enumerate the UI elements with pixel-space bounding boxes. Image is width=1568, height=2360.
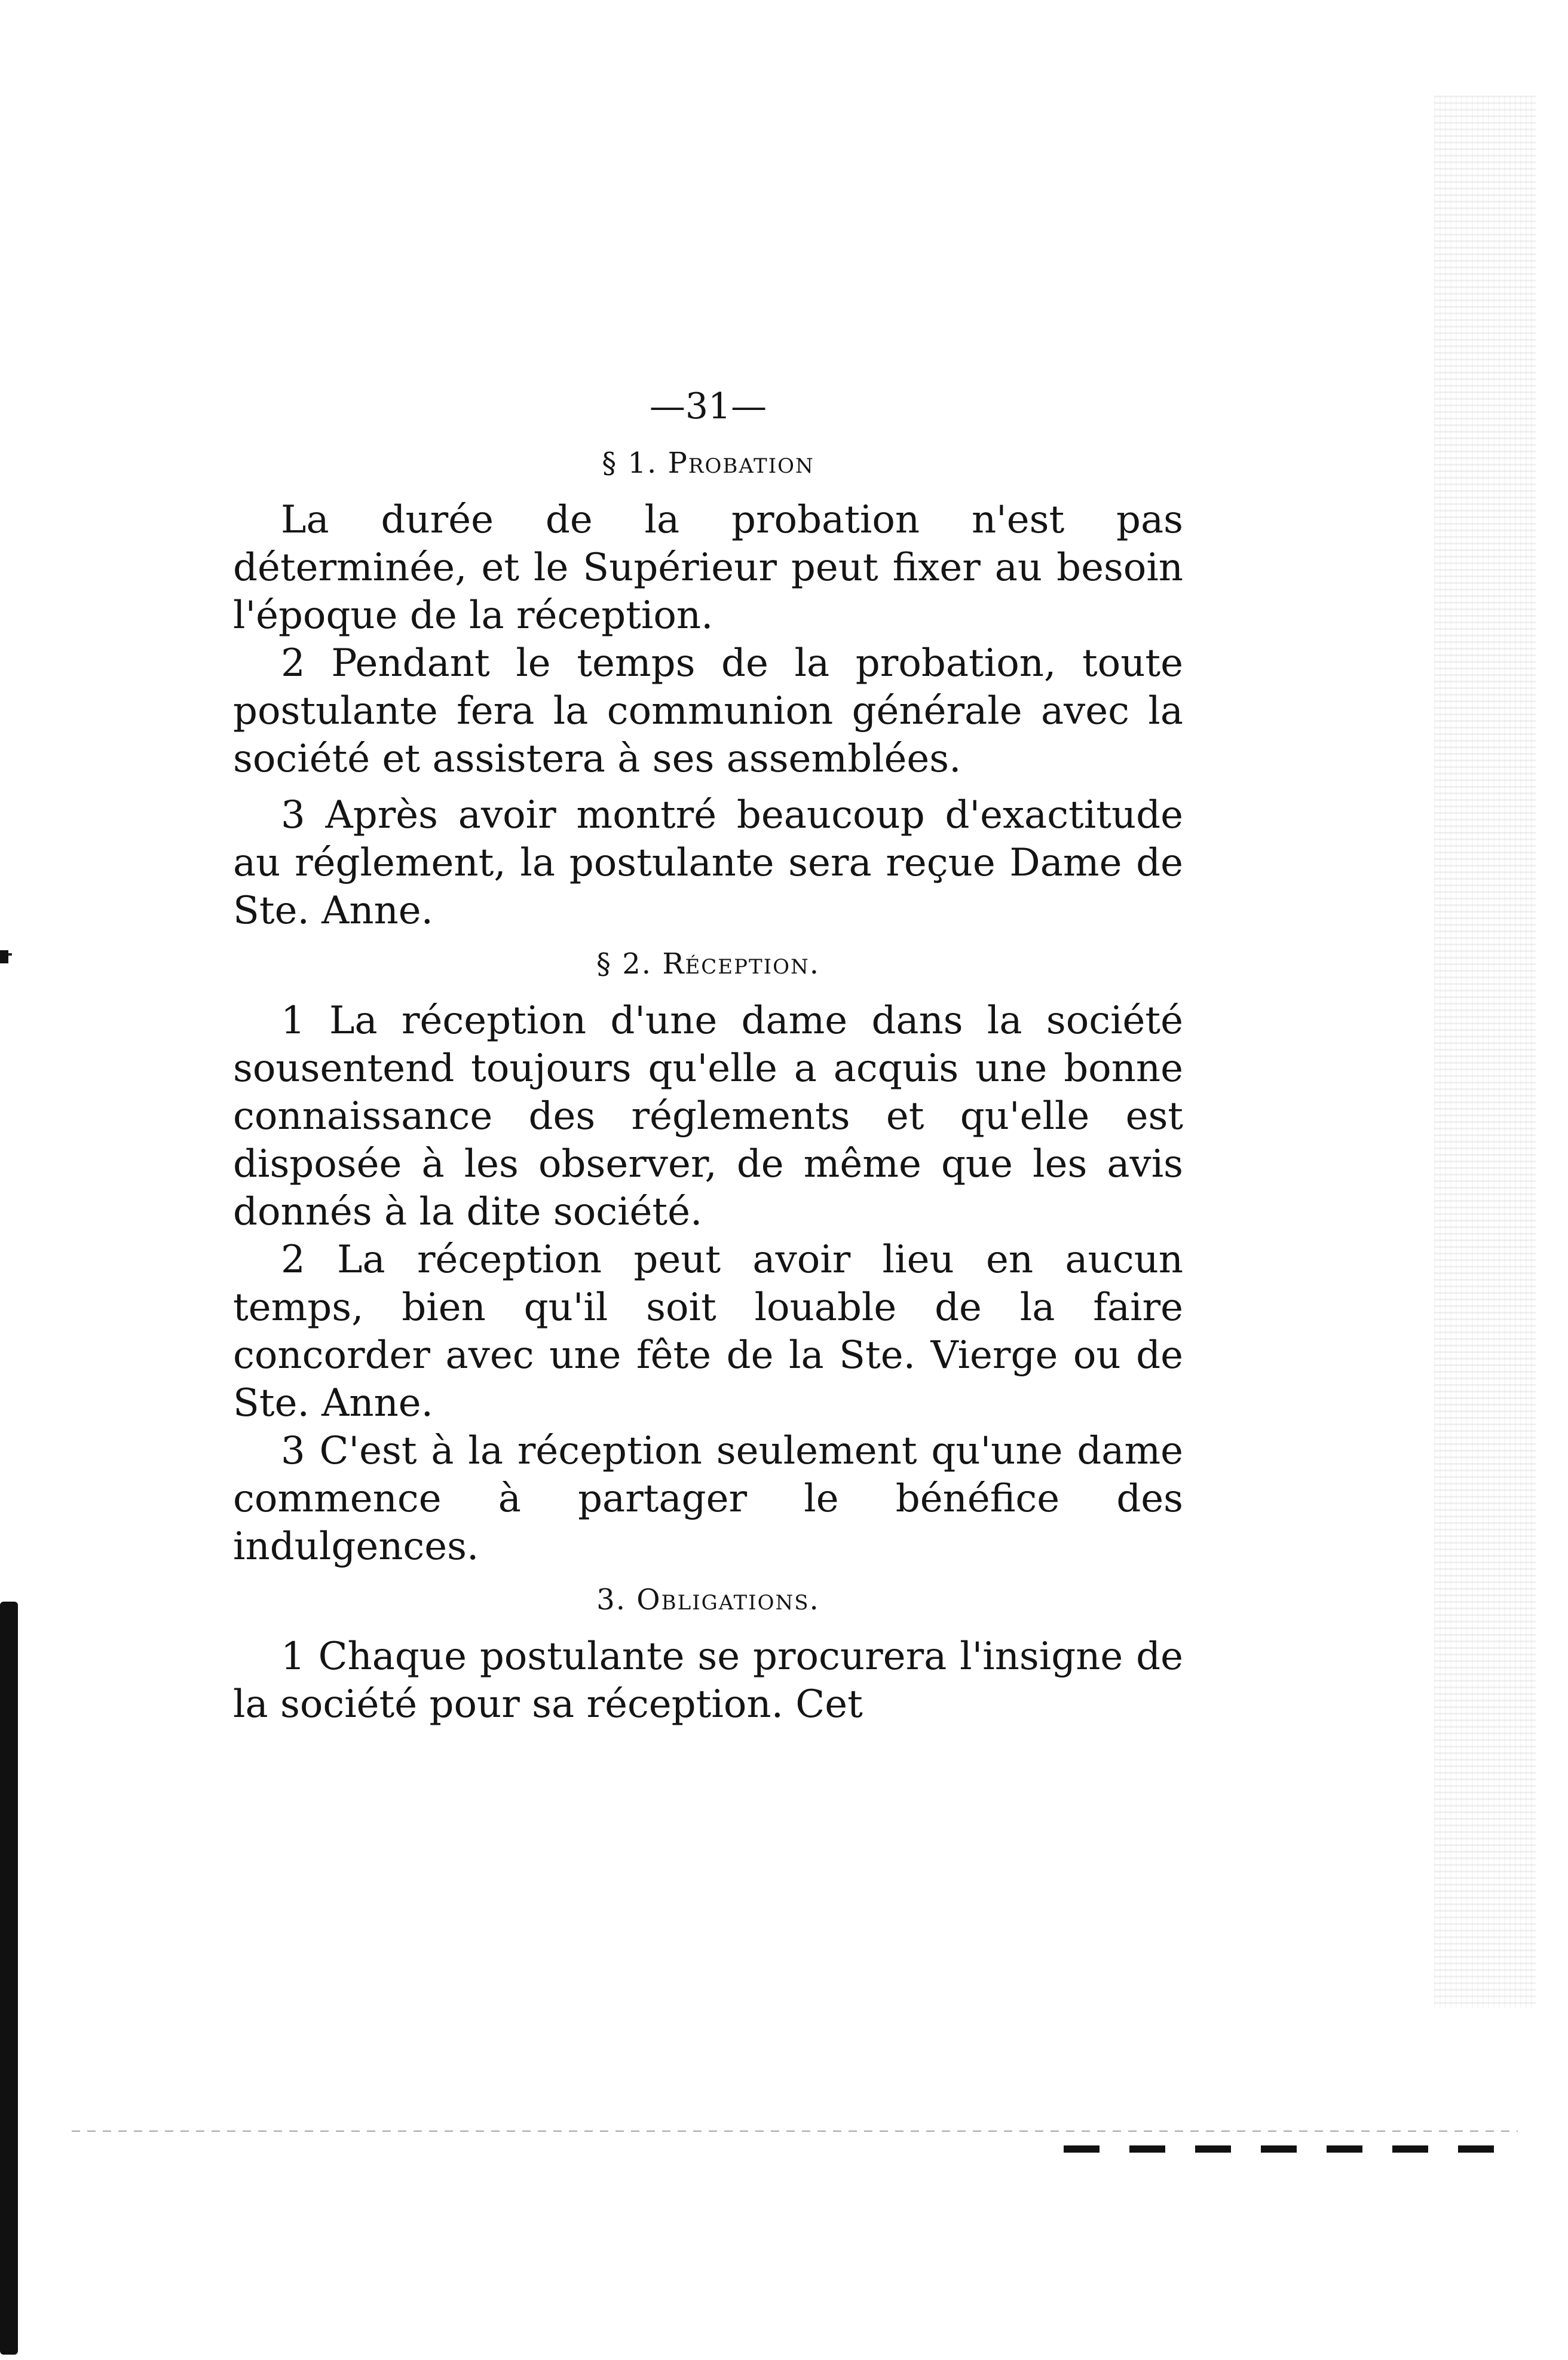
page-text: [233, 382, 1183, 1728]
paragraph: La durée de la probation n'est pas déterminée, et le Supérieur peut fixer au besoin l'époque de la réception.: [233, 498, 1183, 638]
section-heading-reception: § 2. Réception.: [596, 947, 820, 981]
paragraph: 2 Pendant le temps de la probation, toute postulante fera la communion générale avec la société et assistera à ses assemblées.: [233, 641, 1183, 781]
paragraph: 3 Après avoir montré beaucoup d'exactitude au réglement, la postulante sera reçue Dame de Ste. Anne.: [233, 793, 1183, 933]
paragraph: 3 C'est à la réception seulement qu'une dame commence à partager le bénéfice des indulgences.: [233, 1429, 1183, 1569]
section-heading-probation: § 1. Probation: [602, 446, 814, 480]
left-margin-tick: [0, 950, 8, 963]
page-edge-speckle: [1434, 96, 1536, 2008]
paragraph: 1 Chaque postulante se procurera l'insigne de la société pour sa réception. Cet: [233, 1634, 1183, 1727]
bottom-scan-dashes: [1064, 2145, 1518, 2153]
paragraph: 1 La réception d'une dame dans la société sousentend toujours qu'elle a acquis une bonne connaissance des réglements et qu'elle est disposée à les observer, de même que les avis donnés à la dite société.: [233, 999, 1183, 1234]
left-binding-shadow: [0, 1602, 18, 2355]
page-number: —31—: [649, 385, 767, 427]
section-heading-obligations: 3. Obligations.: [596, 1583, 820, 1617]
bottom-scan-line: [72, 2131, 1518, 2132]
paragraph: 2 La réception peut avoir lieu en aucun temps, bien qu'il soit louable de la faire concorder avec une fête de la Ste. Vierge ou de Ste. Anne.: [233, 1238, 1183, 1425]
